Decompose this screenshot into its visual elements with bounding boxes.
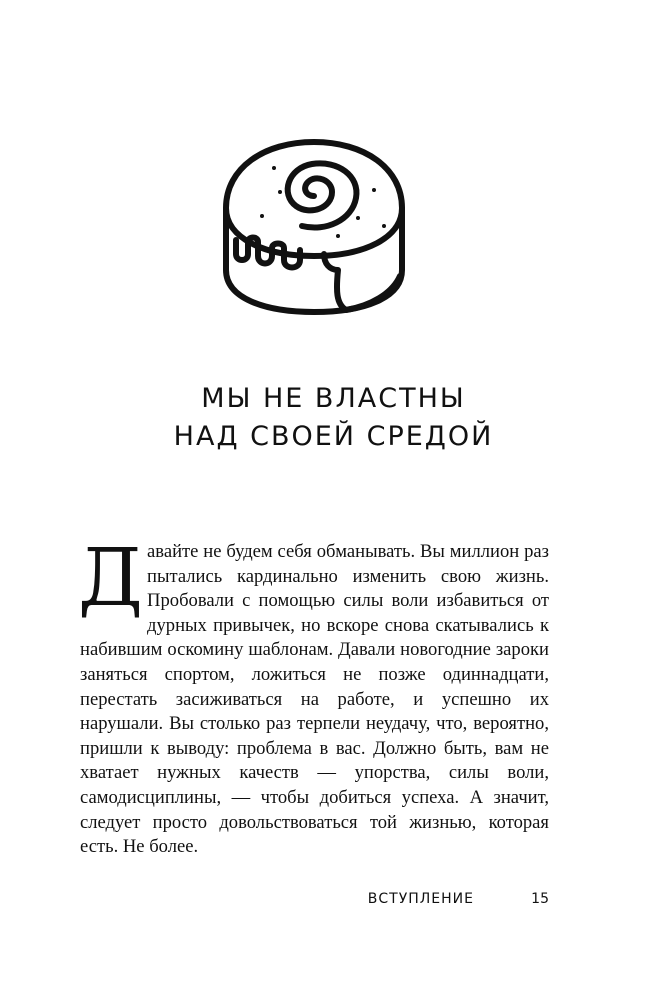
chapter-heading: [0, 380, 667, 456]
body-text: авайте не будем себя обманывать. Вы миллион раз пытались кардинально изменить свою жизнь. Пробовали с помощью силы воли избавиться от дурных привычек, но вскоре снова скатывались к набившим оскомину шаблонам. Давали новогодние зароки заняться спортом, ложиться не позже одиннадцати, перестать засиживаться на работе, и успешно их нарушали. Вы столько раз терпели неудачу, что, вероятно, пришли к выводу: проблема в вас. Должно быть, вам не хватает нужных качеств — упорства, силы воли, самодисциплины, — чтобы добиться успеха. А значит, следует просто довольствоваться той жизнью, которая есть. Не более.: [80, 541, 549, 858]
body-paragraph: [78, 531, 549, 860]
heading-line-1: МЫ НЕ ВЛАСТНЫ: [201, 383, 466, 414]
drop-cap: Д: [78, 531, 144, 624]
heading-line-2: НАД СВОЕЙ СРЕДОЙ: [173, 421, 494, 452]
running-footer-section: ВСТУПЛЕНИЕ: [367, 891, 474, 907]
cinnamon-bun-icon: [214, 130, 414, 320]
page-number: 15: [531, 891, 549, 907]
